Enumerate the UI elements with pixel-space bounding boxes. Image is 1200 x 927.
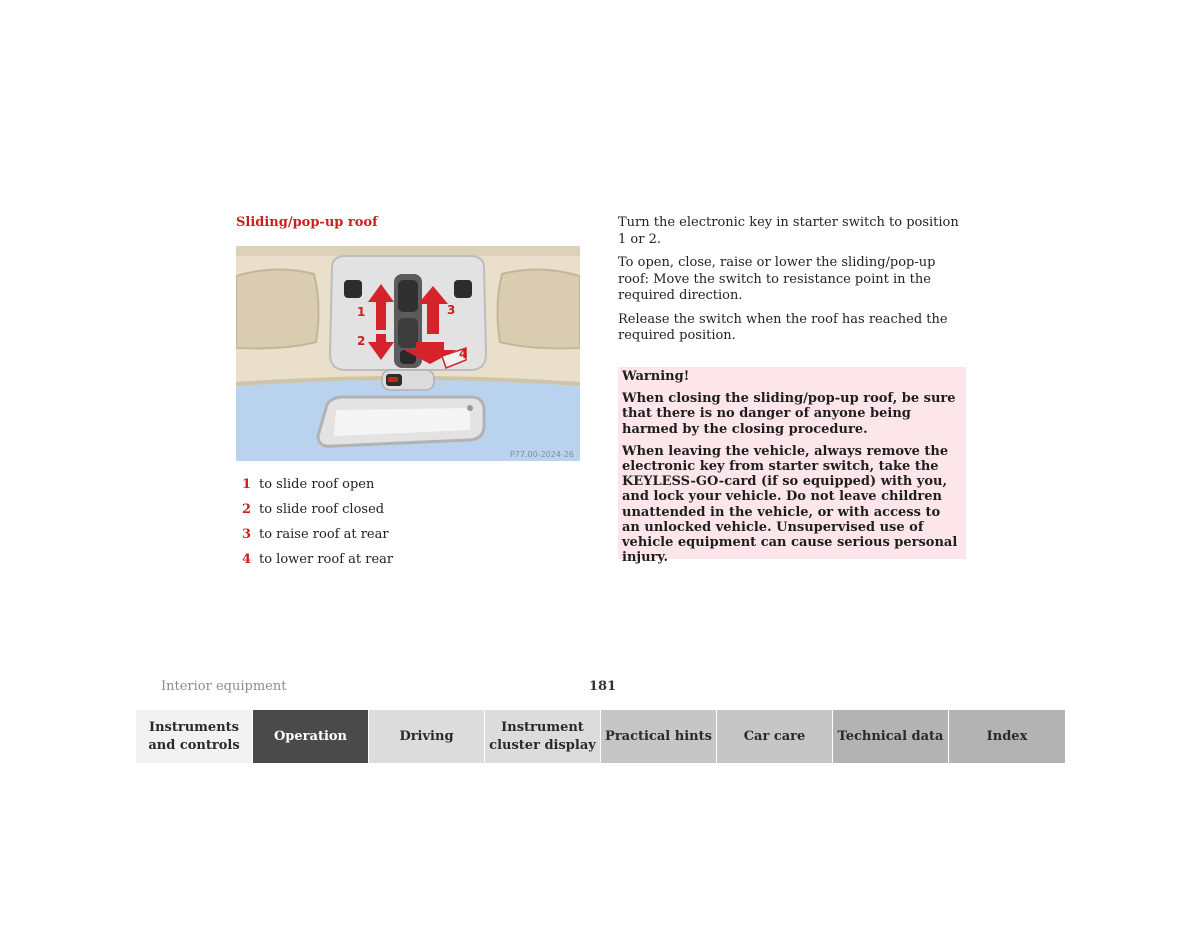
warning-paragraph: When leaving the vehicle, always remove the electronic key from starter switch, take the KEYLESS-GO-card (if so equipped) with you, and lock your vehicle. Do not leave children unattended in the vehicle, or with access to an unlocked vehicle. Unsupervised use of vehicle equipment can cause serious personal injury. xyxy=(622,443,958,566)
tab-technical-data[interactable]: Technical data xyxy=(833,710,948,763)
instruction-paragraph: To open, close, raise or lower the sliding/pop-up roof: Move the switch to resistance point in the required direction. xyxy=(618,255,936,303)
legend-item xyxy=(242,526,393,551)
footer-section-name: Interior equipment xyxy=(161,679,287,694)
legend-number: 1 xyxy=(242,477,252,492)
legend-text: to raise roof at rear xyxy=(259,527,389,542)
instruction-paragraph: Turn the electronic key in starter switch to position 1 or 2. xyxy=(618,215,959,247)
warning-paragraph: When closing the sliding/pop-up roof, be sure that there is no danger of anyone being harmed by the closing procedure. xyxy=(622,391,956,437)
tab-index[interactable]: Index xyxy=(949,710,1065,763)
section-title: Sliding/pop-up roof xyxy=(236,215,378,230)
tab-instrument-cluster-display[interactable]: Instrument cluster display xyxy=(485,710,600,763)
legend-number: 4 xyxy=(242,552,252,567)
warning-box xyxy=(618,367,966,566)
figure-code: P77.00-2024-26 xyxy=(509,450,574,459)
legend-text: to slide roof open xyxy=(259,477,375,492)
tab-driving[interactable]: Driving xyxy=(369,710,484,763)
legend-item xyxy=(242,476,393,501)
page-number: 181 xyxy=(589,679,617,694)
callout-4: 4 xyxy=(459,347,468,361)
legend-number: 2 xyxy=(242,502,252,517)
legend-item xyxy=(242,551,393,576)
instructions xyxy=(618,215,966,352)
roof-switch-illustration xyxy=(236,246,580,461)
legend-text: to lower roof at rear xyxy=(259,552,394,567)
chapter-nav xyxy=(136,710,1065,763)
warning-title: Warning! xyxy=(622,369,690,384)
tab-practical-hints[interactable]: Practical hints xyxy=(601,710,716,763)
tab-instruments-and-controls[interactable]: Instruments and controls xyxy=(136,710,252,763)
callout-legend xyxy=(242,476,393,576)
callout-3: 3 xyxy=(447,303,456,317)
instruction-paragraph: Release the switch when the roof has reached the required position. xyxy=(618,311,948,343)
legend-text: to slide roof closed xyxy=(259,502,385,517)
legend-number: 3 xyxy=(242,527,252,542)
callout-1: 1 xyxy=(357,305,366,319)
callout-2: 2 xyxy=(357,334,366,348)
legend-item xyxy=(242,501,393,526)
tab-operation[interactable]: Operation xyxy=(253,710,368,763)
tab-car-care[interactable]: Car care xyxy=(717,710,832,763)
